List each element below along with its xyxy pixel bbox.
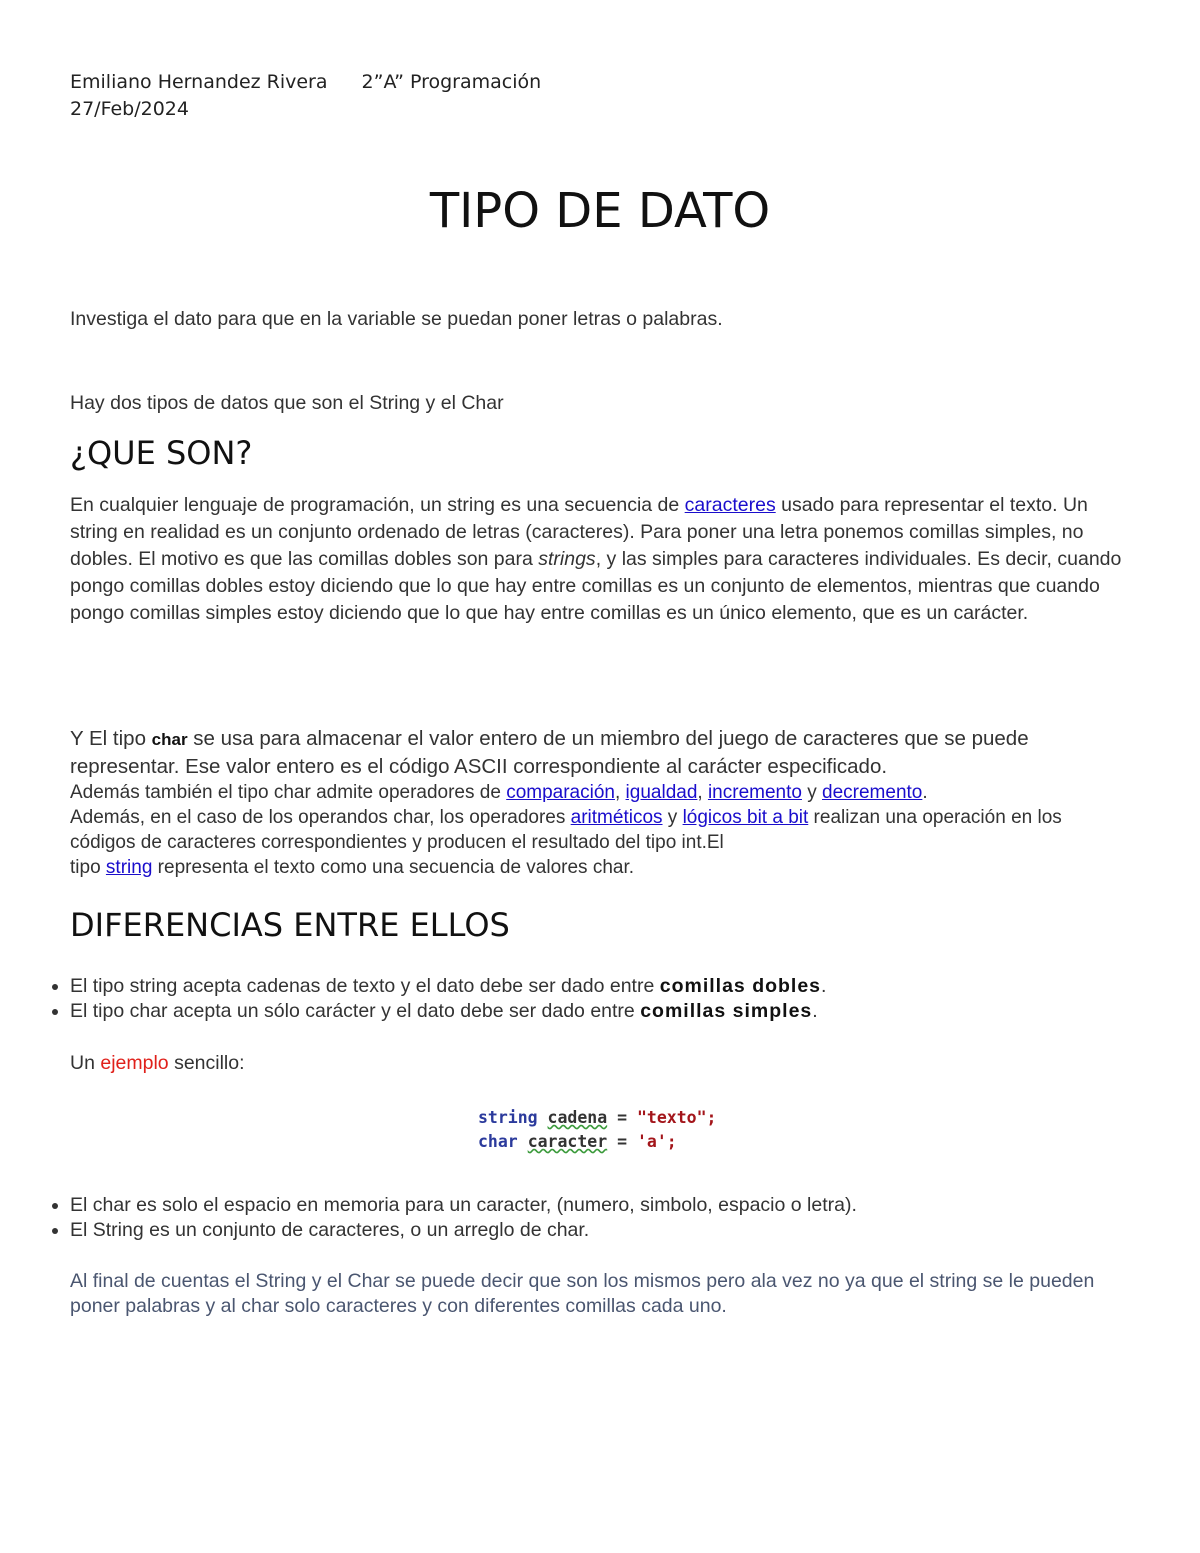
bold-text: comillas simples (640, 1000, 813, 1022)
document-title: TIPO DE DATO (429, 183, 771, 239)
code-value: "texto"; (636, 1108, 717, 1127)
code-identifier: caracter (527, 1132, 608, 1151)
text: Además también el tipo char admite operadores de (70, 782, 507, 803)
prompt: Investiga el dato para que en la variable se puedan poner letras o palabras. (70, 308, 723, 330)
code-identifier: cadena (547, 1108, 608, 1127)
link-caracteres[interactable]: caracteres (684, 494, 776, 516)
text: Además, en el caso de los operandos char, los operadores (70, 807, 571, 828)
text: y (662, 807, 683, 828)
text: , (614, 782, 626, 803)
text: . (812, 1000, 818, 1022)
link-igualdad[interactable]: igualdad (625, 782, 698, 803)
text: realizan una operación en los códigos de caracteres correspondientes y producen el resultado del tipo int.El (70, 807, 1062, 853)
code-keyword: string (478, 1108, 538, 1127)
author: Emiliano Hernandez Rivera (70, 71, 328, 93)
bold-text: comillas dobles (659, 975, 822, 997)
text: El tipo string acepta cadenas de texto y el dato debe ser dado entre (70, 975, 660, 997)
text: usado para representar el texto. Un string en realidad es un conjunto ordenado de letras (caracteres). Para poner una letra ponemos comillas simples, no dobles. El motivo es que las comillas dobles son para (70, 494, 1088, 570)
text: se usa para almacenar el valor entero de un miembro del juego de caracteres que se puede representar. Ese valor entero es el código ASCII correspondiente al carácter especificado. (70, 727, 1029, 778)
link-logicos-bit-a-bit[interactable]: lógicos bit a bit (682, 807, 809, 828)
date: 27/Feb/2024 (70, 98, 189, 120)
text: representa el texto como una secuencia de valores char. (152, 857, 635, 878)
code-keyword: char (478, 1132, 518, 1151)
text: y (801, 782, 823, 803)
emphasis: strings (538, 548, 596, 570)
link-incremento[interactable]: incremento (707, 782, 802, 803)
code-example (478, 1106, 716, 1154)
bold-char: char (151, 730, 188, 749)
paragraph-char (70, 725, 1130, 880)
differences-list (0, 974, 1070, 1024)
text: , (697, 782, 708, 803)
link-aritmeticos[interactable]: aritméticos (570, 807, 663, 828)
code-line (478, 1106, 716, 1130)
link-string[interactable]: string (105, 857, 153, 878)
text: , y las simples para caracteres individuales. Es decir, cuando pongo comillas dobles estoy diciendo que lo que hay entre comillas es un conjunto de elementos, mientras que cuando pongo comillas simples estoy diciendo que lo que hay entre comillas es un único elemento, que es un carácter. (70, 548, 1122, 624)
section-heading-diferencias: DIFERENCIAS ENTRE ELLOS (70, 906, 510, 944)
text: En cualquier lenguaje de programación, un string es una secuencia de (70, 494, 685, 516)
text: . (922, 782, 928, 803)
code-line (478, 1130, 716, 1154)
example-intro (70, 1050, 1140, 1077)
paragraph-string (70, 492, 1130, 627)
text: Y El tipo (70, 727, 152, 750)
conclusion: Al final de cuentas el String y el Char se puede decir que son los mismos pero ala vez no ya que el string se le pueden poner palabras y al char solo caracteres y con diferentes comillas cada uno. (70, 1270, 1095, 1317)
list-item: • El String es un conjunto de caracteres, o un arreglo de char. (70, 1218, 1070, 1243)
list-item (70, 974, 1070, 999)
code-value: 'a'; (636, 1132, 677, 1151)
header (70, 69, 1140, 123)
text: . (821, 975, 827, 997)
link-decremento[interactable]: decremento (822, 782, 923, 803)
group: 2”A” Programación (361, 71, 542, 93)
text: sencillo: (168, 1052, 245, 1074)
text: tipo (70, 857, 106, 878)
list-item (70, 999, 1070, 1024)
list-item: • El char es solo el espacio en memoria para un caracter, (numero, simbolo, espacio o letra). (70, 1193, 1070, 1218)
red-text: ejemplo (100, 1052, 169, 1074)
intro: Hay dos tipos de datos que son el String y el Char (70, 392, 504, 414)
char-string-list (0, 1193, 1070, 1243)
code-operator: = (607, 1132, 637, 1151)
text: Un (70, 1052, 101, 1074)
text: El tipo char acepta un sólo carácter y el dato debe ser dado entre (70, 1000, 641, 1022)
code-operator: = (607, 1108, 637, 1127)
section-heading-que-son: ¿QUE SON? (70, 434, 253, 472)
link-comparacion[interactable]: comparación (506, 782, 615, 803)
